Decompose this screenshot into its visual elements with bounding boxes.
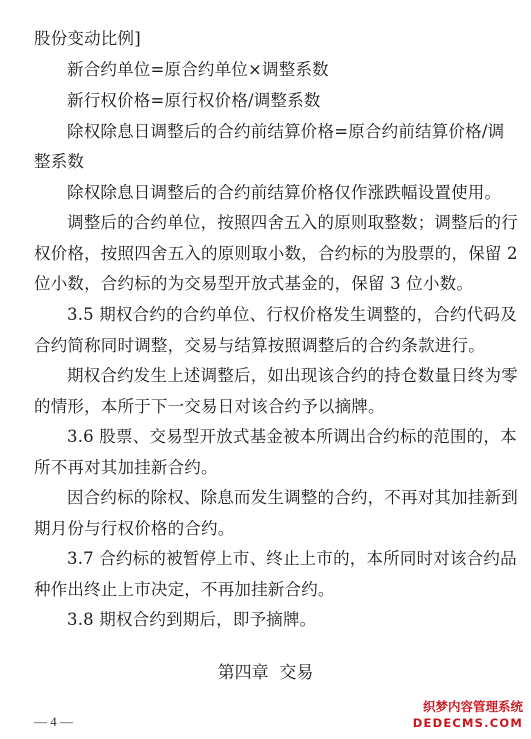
- watermark-logo: [405, 699, 523, 733]
- paragraph-line: 因合约标的除权、除息而发生调整的合约，不再对其加挂新到: [67, 488, 518, 507]
- section-3-8-line: 3.8 期权合约到期后，即予摘牌。: [67, 610, 317, 629]
- paragraph-line: 期权合约发生上述调整后，如出现该合约的持仓数量日终为零: [67, 366, 518, 385]
- text-line: 权价格，按照四舍五入的原则取小数，合约标的为股票的，保留 2: [34, 244, 518, 263]
- paragraph-line: 调整后的合约单位，按照四舍五入的原则取整数；调整后的行: [67, 213, 518, 232]
- section-3-7-line: 3.7 合约标的被暂停上市、终止上市的，本所同时对该合约品: [67, 549, 517, 568]
- section-3-5-line: 3.5 期权合约的合约单位、行权价格发生调整的，合约代码及: [67, 305, 517, 324]
- section-3-6-line: 3.6 股票、交易型开放式基金被本所调出合约标的范围的，本: [67, 427, 517, 446]
- text-line: 整系数: [34, 152, 85, 171]
- chapter-title: 第四章 交易: [217, 663, 314, 683]
- text-line: 合约简称同时调整，交易与结算按照调整后的合约条款进行。: [34, 336, 485, 355]
- watermark-top-text: 织梦内容管理系统: [422, 699, 523, 714]
- text-line: 种作出终止上市决定，不再加挂新合约。: [34, 580, 335, 599]
- text-line: 所不再对其加挂新合约。: [34, 458, 218, 477]
- paragraph-line: 除权除息日调整后的合约前结算价格仅作涨跌幅设置使用。: [67, 183, 502, 202]
- formula-line: 新合约单位=原合约单位×调整系数: [67, 60, 329, 79]
- formula-line: 除权除息日调整后的合约前结算价格=原合约前结算价格/调: [67, 122, 505, 141]
- page-number: — 4 —: [34, 714, 73, 729]
- text-line: 股份变动比例]: [34, 29, 141, 48]
- text-line: 的情形，本所于下一交易日对该合约予以摘牌。: [34, 397, 385, 416]
- text-line: 期月份与行权价格的合约。: [34, 519, 235, 538]
- formula-line: 新行权价格=原行权价格/调整系数: [67, 91, 321, 110]
- text-line: 位小数，合约标的为交易型开放式基金的，保留 3 位小数。: [34, 274, 474, 293]
- watermark-bottom-text: DEDECMS.COM: [412, 716, 523, 730]
